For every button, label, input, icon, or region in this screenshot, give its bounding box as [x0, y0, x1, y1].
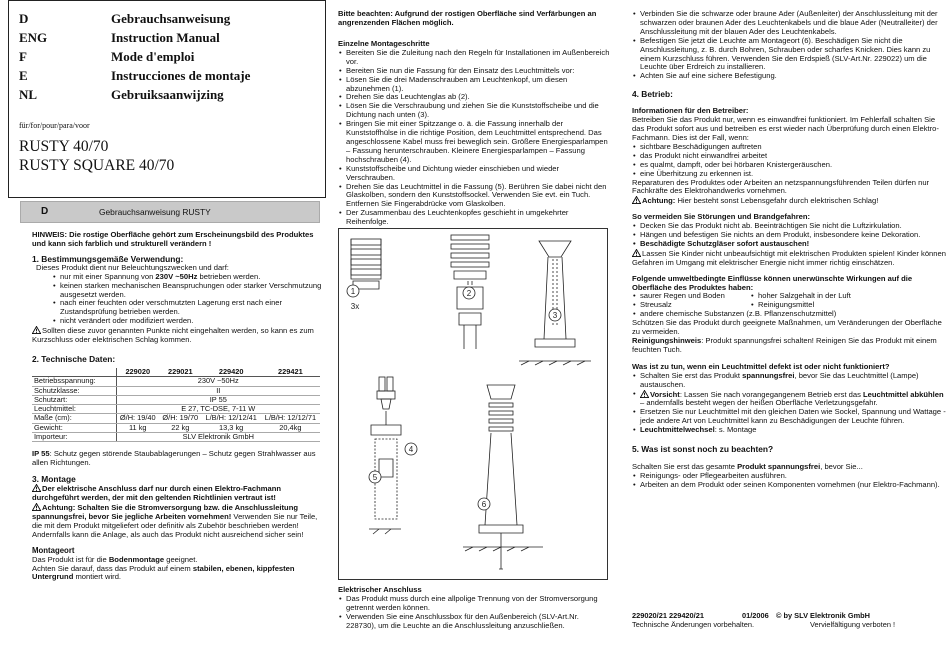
list-item: • Bereiten Sie die Zuleitung nach den Regeln für Installationen im Außenbereich vor. [338, 49, 610, 67]
footer-line-2 [632, 620, 946, 629]
figure-label-1: 1 [350, 287, 356, 296]
footer [632, 611, 946, 629]
children-note: Lassen Sie Kinder nicht unbeaufsichtigt mit elektrischen Produkten spielen! Kinder können Gefahren im Umgang mit elektrischer Energie nicht immer richtig einschätzen. [632, 248, 946, 267]
right-content [632, 10, 946, 490]
electric-heading: Elektrischer Anschluss [338, 585, 422, 594]
language-title: Gebruiksaanwijzing [111, 87, 224, 102]
list-item: • Beschädigte Schutzgläser sofort austauschen! [632, 240, 946, 249]
product-name: RUSTY SQUARE 40/70 [19, 157, 175, 174]
post-drawing-1 [519, 241, 591, 365]
hinweis-text: HINWEIS: Die rostige Oberfläche gehört zum Erscheinungsbild des Produktes und kann sich farblich und strukturell verändern ! [32, 230, 314, 248]
section-4-heading: 4. Betrieb: [632, 89, 673, 100]
warning-icon [640, 390, 649, 398]
list-item: • Der Zusammenbau des Leuchtenkopfes geschieht in umgekehrter Reihenfolge. [338, 209, 610, 227]
section-5-heading: 5. Was ist sonst noch zu beachten? [632, 444, 774, 455]
warning-icon [32, 503, 41, 511]
list-item: • das Produkt nicht einwandfrei arbeitet [632, 152, 946, 161]
spec-value: 230V ~50Hz [116, 377, 320, 386]
spec-value: 20,4kg [261, 423, 320, 432]
spec-value: Ø/H: 19/40 [116, 414, 159, 423]
figure-label-3x: 3x [350, 302, 360, 311]
list-item: • Decken Sie das Produkt nicht ab. Beeinträchtigen Sie nicht die Luftzirkulation. [632, 222, 946, 231]
lamp-head-drawing [351, 239, 381, 289]
model-number: 229421 [261, 368, 320, 377]
s3-warning-2: Achtung: Schalten Sie die Stromversorgung bzw. die Anschlussleitung spannungsfrei, bevor Sie jegliche Arbeiten vornehmen! Verwenden Sie nur Teile, die mit dem Produkt mitgeliefert oder definitiv als Zubehör beschrieben werden! Andernfalls kann die Anlage, als auch das Produkt nicht ausreichend sicher sein! [32, 502, 318, 539]
spec-value: L/B/H: 12/12/71 [261, 414, 320, 423]
list-item: • Drehen Sie das Leuchtenglas ab (2). [338, 93, 610, 102]
footer-codes: 229020/21 229420/21 [632, 611, 704, 620]
figure-label-6: 6 [481, 500, 487, 509]
spec-label: Gewicht: [32, 423, 116, 432]
section-title: Gebrauchsanweisung RUSTY [99, 207, 211, 217]
assembly-illustration [338, 228, 608, 580]
warning-icon [32, 326, 41, 334]
list-item: • Drehen Sie das Leuchtmittel in die Fassung (5). Berühren Sie dabei nicht den Glaskolben, sondern den Kunststoffsockel. Verwenden Sie evt. ein Tuch. Entfernen Sie Fingerabdrücke vom Glaskolben. [338, 183, 610, 210]
footer-date: 01/2006 [742, 611, 769, 620]
footer-changes: Technische Änderungen vorbehalten. [632, 620, 755, 629]
s1-intro: Dieses Produkt dient nur Beleuchtungszwecken und darf: [36, 262, 229, 272]
defect-heading: Was ist zu tun, wenn ein Leuchtmittel defekt ist oder nicht funktioniert? [632, 361, 890, 371]
danger-note: Achtung: Hier besteht sonst Lebensgefahr durch elektrischen Schlag! [632, 196, 946, 206]
steps-heading: Einzelne Montageschritte [338, 39, 430, 48]
list-item: • Leuchtmittelwechsel: s. Montage [632, 426, 946, 435]
list-item: • Bringen Sie mit einer Spitzzange o. ä. die Fassung innerhalb der Kunststoffhülse in die richtige Position, dem Leuchtmittel entsprechend. Das angeschlossene Kabel muss frei beweglich sein. Größere Energiesparlampen – Fassung herunterschrauben. Kleinere Energiesparlampen – Fassung hochschrauben (4). [338, 120, 610, 165]
assembly-drawing [339, 229, 607, 579]
footer-copyright: © by SLV Elektronik GmbH [776, 611, 871, 620]
figure-label-4: 4 [408, 445, 414, 454]
language-title: Instrucciones de montaje [111, 68, 251, 83]
environment-heading: Folgende umweltbedingte Einflüsse können unerwünschte Wirkungen auf die Oberfläche des Produktes haben: [632, 273, 913, 292]
left-content [32, 231, 324, 582]
spec-value: 11 kg [116, 423, 159, 432]
for-languages-text: für/for/pour/para/voor [19, 121, 90, 130]
list-item: • Reinigungsmittel [750, 301, 851, 310]
section-2-heading: 2. Technische Daten: [32, 353, 116, 364]
language-code: F [19, 49, 27, 64]
defect-list [632, 372, 946, 435]
s3-warning-1: Der elektrische Anschluss darf nur durch einen Elektro-Fachmann durchgeführt werden, der mit den geltenden Richtlinien vertraut ist! [32, 484, 281, 503]
info-heading: Informationen für den Betreiber: [632, 106, 749, 116]
figure-label-2: 2 [466, 289, 472, 298]
language-code: NL [19, 87, 38, 102]
s1-list [32, 273, 324, 326]
list-item: • andere chemische Substanzen (z.B. Pflanzenschutzmittel) [632, 310, 946, 319]
list-item: • Ersetzen Sie nur Leuchtmittel mit den gleichen Daten wie Sockel, Spannung und Wattage - jede andere Art von Leuchtmittel kann zu Beschädigungen der Leuchte führen. [632, 408, 946, 426]
ip-note: IP 55: Schutz gegen störende Staubablagerungen – Schutz gegen Strahlwasser aus allen Richtungen. [32, 449, 316, 468]
list-item: • Arbeiten an dem Produkt oder seinen Komponenten vornehmen (nur Elektro-Fachmann). [632, 481, 946, 490]
bulb-drawing [369, 377, 401, 534]
s1-warning: Sollten diese zuvor genannten Punkte nicht eingehalten werden, so kann es zum Kurzschluss oder elektrischen Schlag kommen. [32, 326, 314, 345]
language-title: Mode d'emploi [111, 49, 195, 64]
figure-label-5: 5 [372, 473, 378, 482]
info-text: Betreiben Sie das Produkt nur, wenn es einwandfrei funktioniert. Im Fehlerfall schalten Sie das Produkt sofort aus und betreiben es erst wieder nach Überprüfung durch einen Elektro-Fachmann. Dies ist der Fall, wenn: [632, 115, 939, 142]
list-item: • Streusalz [632, 301, 750, 310]
list-item: • keinen starken mechanischen Beanspruchungen oder starker Verschmutzung ausgesetzt werden. [52, 282, 324, 300]
spec-value: E 27, TC-DSE, 7-11 W [116, 405, 320, 414]
figure-label-3: 3 [552, 311, 558, 320]
montageort-heading: Montageort [32, 545, 75, 555]
language-header-box [8, 0, 326, 198]
list-item: • nur mit einer Spannung von 230V ~50Hz betrieben werden. [52, 273, 324, 282]
list-item: • Reinigungs- oder Pflegearbeiten ausführen. [632, 472, 946, 481]
list-item: • eine Überhitzung zu erkennen ist. [632, 170, 946, 179]
spec-label: Leuchtmittel: [32, 405, 116, 414]
list-item: • sichtbare Beschädigungen auftreten [632, 143, 946, 152]
s5-list [632, 472, 946, 490]
electric-block [338, 586, 610, 631]
prevention-list [632, 222, 946, 249]
s5-text: Schalten Sie erst das gesamte Produkt spannungsfrei, bevor Sie... [632, 462, 863, 472]
cleaning-note: Reinigungshinweis: Produkt spannungsfrei schalten! Reinigen Sie das Produkt mit einem feuchten Tuch. [632, 336, 937, 354]
list-item: • Verbinden Sie die schwarze oder braune Ader (Außenleiter) der Anschlussleitung mit der schwarzen oder braunen Ader des Leuchtenkabels und die blaue Ader (Neutralleiter) der Anschlussleitung mit der blauen Ader des Leuchtenkabels. [632, 10, 946, 37]
section-code: D [41, 206, 49, 217]
list-item: • saurer Regen und Boden [632, 292, 750, 301]
list-item: • Lösen Sie die drei Madenschrauben am Leuchtenkopf, um diesen abzunehmen (1). [338, 76, 610, 94]
list-item: • es qualmt, dampft, oder bei hörbaren Knistergeräuschen. [632, 161, 946, 170]
section-bar [20, 201, 320, 223]
repair-note: Reparaturen des Produktes oder Arbeiten an netzspannungsführenden Teilen dürfen nur Fachkräfte des Elektrohandwerks vornehmen. [632, 177, 930, 196]
montageort-text: Das Produkt ist für die Bodenmontage geeignet. [32, 554, 198, 564]
product-name: RUSTY 40/70 [19, 138, 109, 155]
model-number: 229420 [202, 368, 261, 377]
footer-no-copy: Vervielfältigung verboten ! [810, 620, 896, 629]
footer-line-1 [632, 611, 946, 620]
spec-value: Ø/H: 19/70 [159, 414, 202, 423]
post-drawing-2 [463, 385, 543, 569]
model-number: 229021 [159, 368, 202, 377]
warning-icon [632, 249, 641, 257]
list-item: • Das Produkt muss durch eine allpolige Trennung von der Stromversorgung getrennt werden können. [338, 595, 610, 613]
info-list [632, 143, 946, 179]
spec-value: 22 kg [159, 423, 202, 432]
list-item: • Hängen und befestigen Sie nichts an dem Produkt, insbesondere keine Dekoration. [632, 231, 946, 240]
warning-icon [32, 484, 41, 492]
environment-list [632, 292, 946, 310]
electric-list [338, 595, 610, 631]
section-1-heading: 1. Bestimmungsgemäße Verwendung: [32, 253, 184, 264]
list-item: • nach einer feuchten oder verschmutzten Lagerung erst nach einer Zustandsprüfung betrieben werden. [52, 299, 324, 317]
list-item: • Lösen Sie die Verschraubung und ziehen Sie die Kunststoffscheibe und die Dichtung nach unten (3). [338, 102, 610, 120]
spec-value: SLV Elektronik GmbH [116, 433, 320, 442]
spec-value: II [116, 386, 320, 395]
protect-note: Schützen Sie das Produkt durch geeignete Maßnahmen, um Veränderungen der Oberfläche zu vermeiden. [632, 318, 942, 337]
spec-label: Maße (cm): [32, 414, 116, 423]
spec-label: Schutzklasse: [32, 386, 116, 395]
spec-label: Importeur: [32, 433, 116, 442]
list-item: • Achten Sie auf eine sichere Befestigung. [632, 72, 946, 81]
montageort-text-2: Achten Sie darauf, dass das Produkt auf einem stabilen, ebenen, kippfesten Untergrund montiert wird. [32, 563, 295, 582]
section-3-heading: 3. Montage [32, 474, 76, 485]
language-title: Gebrauchsanweisung [111, 11, 231, 26]
list-item: • nicht verändert oder modifiziert werden. [52, 317, 324, 326]
steps-block [338, 40, 610, 227]
spec-value: 13,3 kg [202, 423, 261, 432]
list-item: • Verwenden Sie eine Anschlussbox für den Außenbereich (SLV-Art.Nr. 228730), um die Leuchte an die Anschlussleitung anzuschließen. [338, 613, 610, 631]
list-item: • hoher Salzgehalt in der Luft [750, 292, 851, 301]
language-code: D [19, 11, 29, 26]
list-item: • Kunststoffscheibe und Dichtung wieder einschieben und wieder Verschrauben. [338, 165, 610, 183]
spec-label: Schutzart: [32, 395, 116, 404]
spec-value: IP 55 [116, 395, 320, 404]
language-code: ENG [19, 30, 48, 45]
beachten-note: Bitte beachten: Aufgrund der rostigen Oberfläche sind Verfärbungen an angrenzenden Flächen möglich. [338, 9, 597, 27]
language-code: E [19, 68, 28, 83]
list-item: • Bereiten Sie nun die Fassung für den Einsatz des Leuchtmittels vor: [338, 67, 610, 76]
prevention-heading: So vermeiden Sie Störungen und Brandgefahren: [632, 212, 811, 222]
list-item: • Vorsicht: Lassen Sie nach vorangegangenem Betrieb erst das Leuchtmittel abkühlen – andernfalls besteht wegen der heißen Oberfläche Verletzungsgefahr. [632, 390, 946, 409]
steps-list [338, 49, 610, 227]
spec-value: L/B/H: 12/12/41 [202, 414, 261, 423]
warning-icon [632, 196, 641, 204]
spec-label: Betriebsspannung: [32, 377, 116, 386]
model-number: 229020 [116, 368, 159, 377]
language-title: Instruction Manual [111, 30, 220, 45]
technical-data-table [32, 368, 320, 442]
list-item: • Befestigen Sie jetzt die Leuchte am Montageort (6). Beschädigen Sie nicht die Anschlussleitung, z. B. durch Bohren, Schrauben oder scharfes Knicken. Dies kann zu einem Kurzschluss führen. Verwenden Sie den Erdspieß (SLV-Art.Nr. 229022) um die Leuchte über Erdreich zu installieren. [632, 37, 946, 73]
list-item: • Schalten Sie erst das Produkt spannungsfrei, bevor Sie das Leuchtmittel (Lampe) austauschen. [632, 372, 946, 390]
connection-list [632, 10, 946, 81]
